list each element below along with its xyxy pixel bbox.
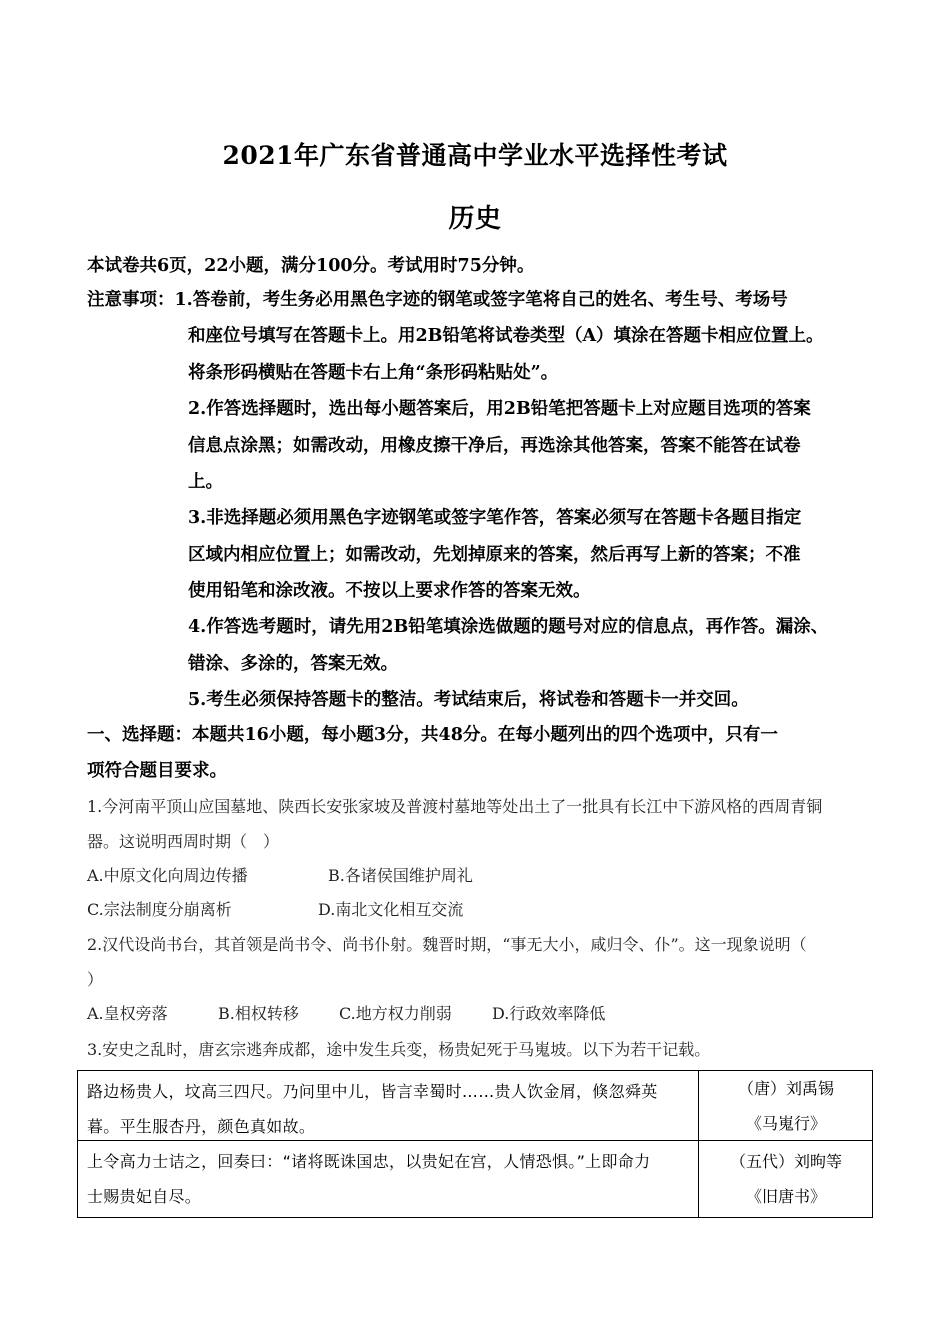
table-cell-source [700, 1144, 872, 1214]
notes-line: 上。 [188, 472, 223, 492]
notes-line: 和座位号填写在答题卡上。用2B铅笔将试卷类型（A）填涂在答题卡相应位置上。 [188, 326, 824, 346]
source-table [77, 1070, 873, 1218]
notes-line: 4.作答选考题时，请先用2B铅笔填涂选做题的题号对应的信息点，再作答。漏涂、 [188, 617, 829, 637]
notes-line: 3.非选择题必须用黑色字迹钢笔或签字笔作答，答案必须写在答题卡各题目指定 [188, 508, 802, 528]
text-line: 路边杨贵人，坟高三四尺。乃问里中儿，皆言幸蜀时……贵人饮金屑，倏忽舜英 [87, 1082, 658, 1101]
question-2-stem: 2.汉代设尚书台，其首领是尚书令、尚书仆射。魏晋时期，“事无大小，咸归令、仆”。这一现象说明（ [87, 935, 807, 954]
question-1-option-b: B.各诸侯国维护周礼 [328, 866, 473, 885]
notes-line: 使用铅笔和涂改液。不按以上要求作答的答案无效。 [188, 581, 591, 601]
text-line: 士赐贵妃自尽。 [87, 1187, 202, 1206]
section-heading-cont: 项符合题目要求。 [87, 761, 227, 781]
question-1-option-a: A.中原文化向周边传播 [87, 866, 248, 885]
text-line: 上令高力士诘之，回奏曰：“诸将既诛国忠，以贵妃在宫，人情恐惧。”上即命力 [87, 1152, 651, 1171]
question-2-option-d: D.行政效率降低 [492, 1004, 606, 1023]
text-line: 暮。平生服杏丹，颜色真如故。 [87, 1117, 316, 1136]
source-title: 《马嵬行》 [745, 1114, 826, 1133]
notes-line: 5.考生必须保持答题卡的整洁。考试结束后，将试卷和答题卡一并交回。 [188, 690, 749, 710]
question-1-stem-cont: 器。这说明西周时期（ ） [87, 832, 280, 851]
subject-title: 历史 [448, 204, 502, 234]
notes-line: 2.作答选择题时，选出每小题答案后，用2B铅笔把答题卡上对应题目选项的答案 [188, 399, 811, 419]
notes-line: 将条形码横贴在答题卡右上角“条形码粘贴处”。 [188, 363, 559, 383]
intro-text: 本试卷共6页，22小题，满分100分。考试用时75分钟。 [87, 256, 535, 276]
notes-line: 区域内相应位置上；如需改动，先划掉原来的答案，然后再写上新的答案；不准 [188, 545, 801, 565]
notes-line: 错涂、多涂的，答案无效。 [188, 654, 398, 674]
source-title: 《旧唐书》 [745, 1187, 826, 1206]
source-author: （五代）刘昫等 [729, 1152, 842, 1171]
table-cell-text [87, 1144, 697, 1214]
question-3-stem: 3.安史之乱时，唐玄宗逃奔成都，途中发生兵变，杨贵妃死于马嵬坡。以下为若干记载。 [87, 1040, 711, 1059]
notes-line: 注意事项：1.答卷前，考生务必用黑色字迹的钢笔或签字笔将自己的姓名、考生号、考场号 [87, 290, 788, 310]
section-heading: 一、选择题：本题共16小题，每小题3分，共48分。在每小题列出的四个选项中，只有一 [87, 725, 778, 745]
question-1-option-c: C.宗法制度分崩离析 [87, 900, 232, 919]
question-1-stem: 1.今河南平顶山应国墓地、陕西长安张家坡及普渡村墓地等处出土了一批具有长江中下游风格的西周青铜 [87, 797, 823, 816]
notes-line: 信息点涂黑；如需改动，用橡皮擦干净后，再选涂其他答案，答案不能答在试卷 [188, 436, 801, 456]
source-author: （唐）刘禹锡 [737, 1079, 834, 1098]
table-row [78, 1141, 872, 1217]
question-2-option-b: B.相权转移 [218, 1004, 299, 1023]
question-2-stem-cont: ） [87, 970, 104, 989]
question-1-option-d: D.南北文化相互交流 [318, 900, 464, 919]
exam-title: 2021年广东省普通高中学业水平选择性考试 [222, 141, 728, 170]
question-2-option-a: A.皇权旁落 [87, 1004, 168, 1023]
table-row [78, 1071, 872, 1141]
table-cell-text [87, 1074, 697, 1144]
table-cell-source [700, 1071, 872, 1141]
question-2-option-c: C.地方权力削弱 [339, 1004, 452, 1023]
